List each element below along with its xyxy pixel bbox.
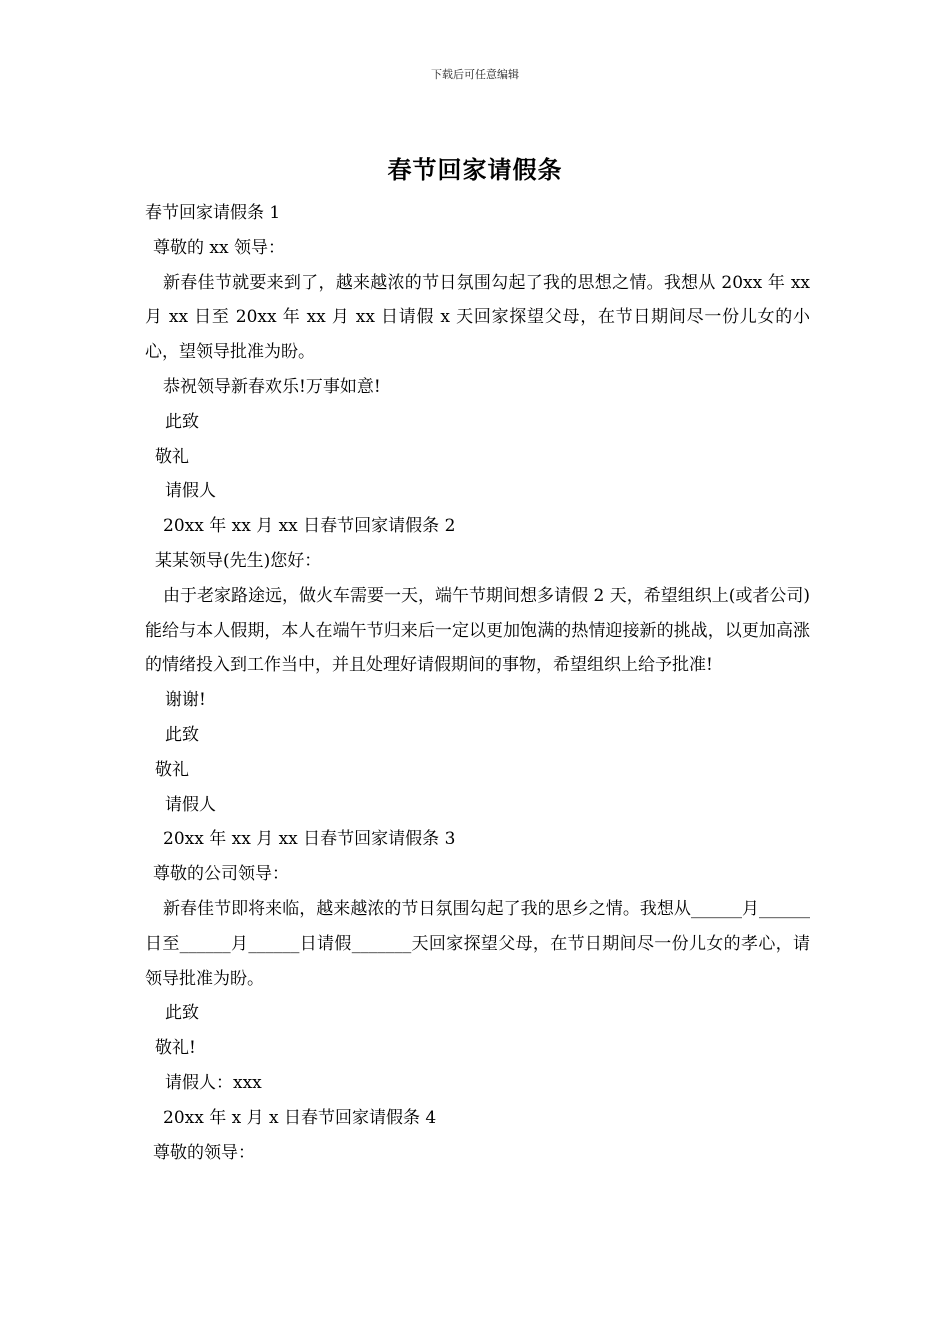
text-line: 谢谢! [165, 690, 206, 711]
header-note: 下载后可任意编辑 [431, 68, 519, 81]
text-line: 请假人 [165, 481, 216, 502]
text-line: 恭祝领导新春欢乐!万事如意! [163, 376, 381, 397]
paragraph: 新春佳节即将来临，越来越浓的节日氛围勾起了我的思乡之情。我想从______月______日至______月______日请假_______天回家探望父母，在节日期间尽一份儿女的孝心，请领导批准为盼。 [145, 898, 810, 989]
paragraph: 由于老家路途远，做火车需要一天，端午节期间想多请假 2 天，希望组织上(或者公司)能给与本人假期，本人在端午节归来后一定以更加饱满的热情迎接新的挑战，以更加高涨的情绪投入到工作当中，并且处理好请假期间的事物，希望组织上给予批准! [145, 585, 810, 676]
text-line: 某某领导(先生)您好： [155, 550, 322, 571]
text-line: 尊敬的公司领导： [153, 864, 289, 885]
text-line: 请假人 [165, 794, 216, 815]
text-line: 尊敬的领导： [153, 1142, 255, 1163]
text-line: 尊敬的 xx 领导： [153, 237, 285, 258]
document-title: 春节回家请假条 [387, 155, 563, 184]
text-line: 敬礼! [155, 1038, 196, 1059]
text-line: 20xx 年 xx 月 xx 日春节回家请假条 3 [163, 829, 456, 850]
text-line: 此致 [165, 724, 199, 745]
text-line: 请假人：xxx [165, 1072, 262, 1093]
text-line: 20xx 年 x 月 x 日春节回家请假条 4 [163, 1107, 437, 1128]
text-line: 此致 [165, 411, 199, 432]
text-line: 此致 [165, 1003, 199, 1024]
text-line: 敬礼 [155, 759, 189, 780]
text-line: 春节回家请假条 1 [145, 203, 281, 223]
document-body [145, 196, 810, 1170]
text-line: 20xx 年 xx 月 xx 日春节回家请假条 2 [163, 516, 456, 537]
text-line: 敬礼 [155, 446, 189, 467]
paragraph: 新春佳节就要来到了，越来越浓的节日氛围勾起了我的思想之情。我想从 20xx 年 xx 月 xx 日至 20xx 年 xx 月 xx 日请假 x 天回家探望父母，在节日期间尽一份儿女的小心，望领导批准为盼。 [145, 272, 810, 363]
